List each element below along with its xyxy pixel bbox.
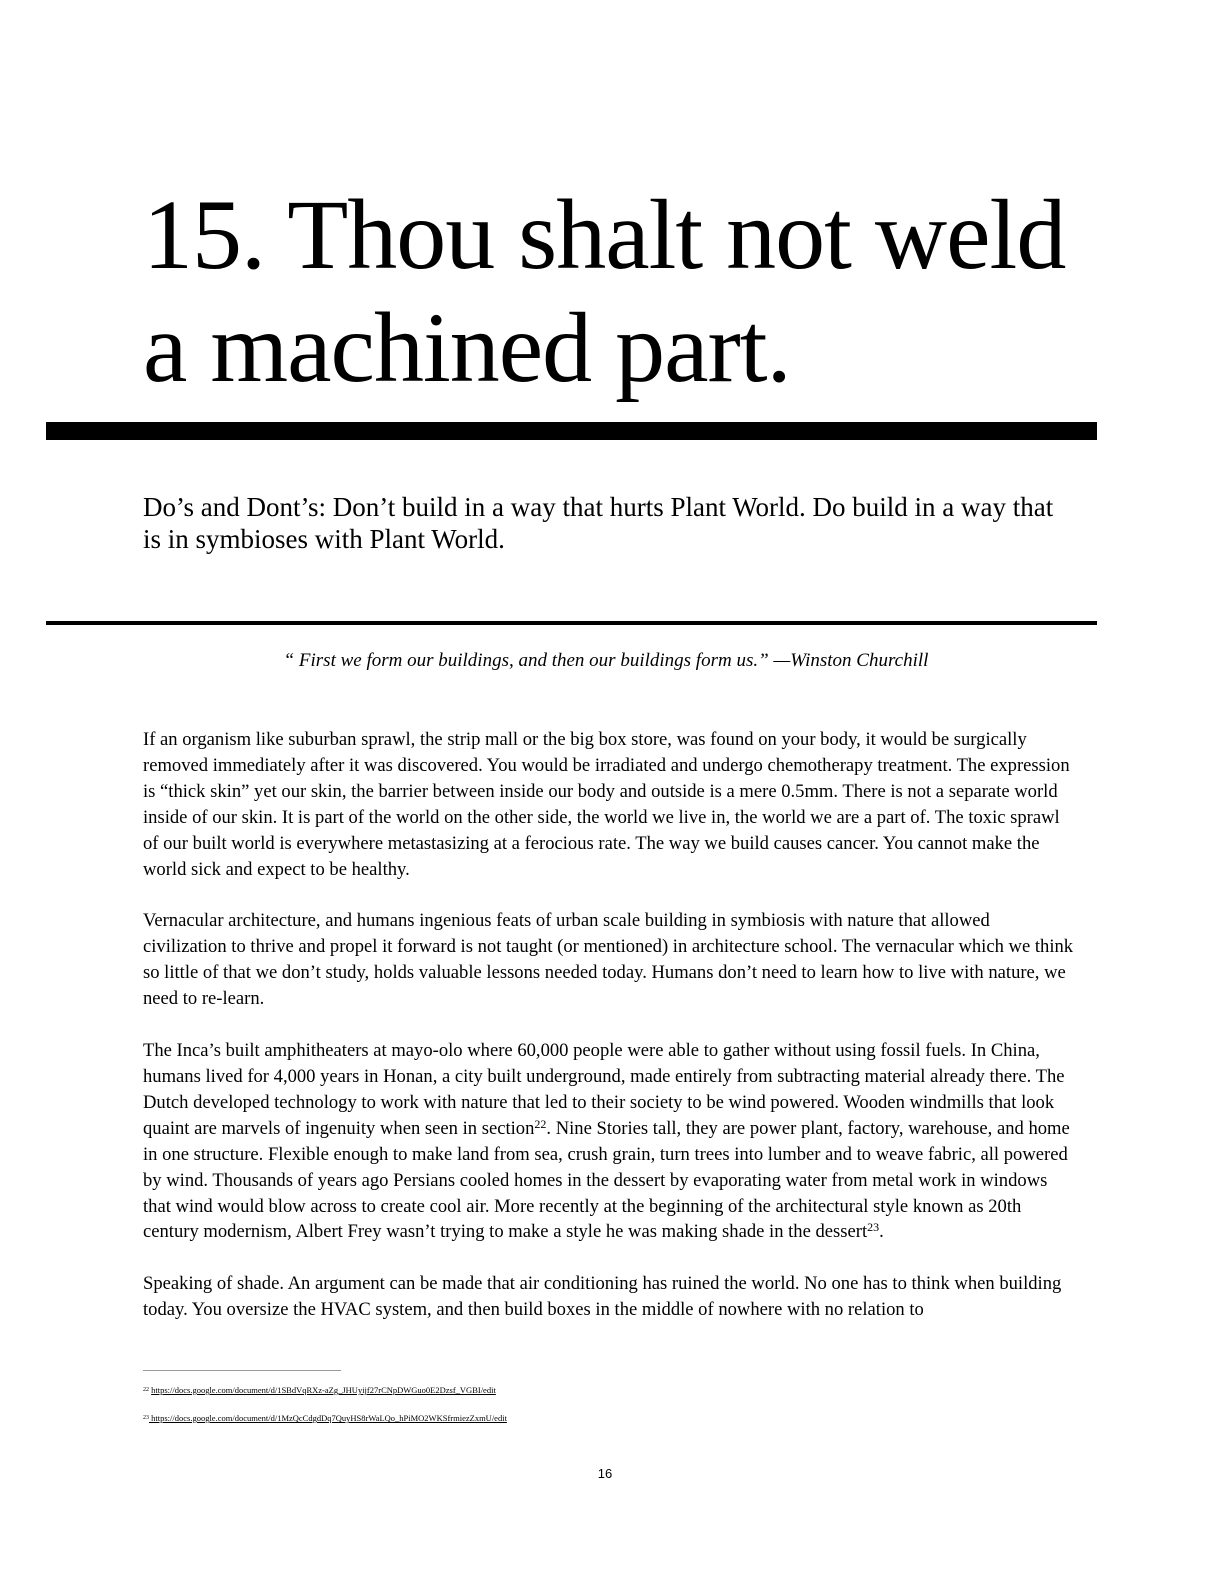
chapter-title-line-2: a machined part. <box>143 292 791 403</box>
paragraph-examples-part-2: . Nine Stories tall, they are power plant, factory, warehouse, and home in one structure. Flexible enough to make land from sea, crush grain, turn trees into lumber and to weave fabric, all powered by wind. Thousands of years ago Persians cooled homes in the dessert by evaporating water from metal work in windows that wind would blow across to create cool air. More recently at the beginning of the architectural style known as 20th century modernism, Albert Frey wasn’t trying to make a style he was making shade in the dessert <box>143 1117 1070 1243</box>
epigraph-quote: “ First we form our buildings, and then our buildings form us.” —Winston Churchill <box>283 650 929 671</box>
paragraph-examples-part-1: The Inca’s built amphitheaters at mayo-olo where 60,000 people were able to gather without using fossil fuels. In China, humans lived for 4,000 years in Honan, a city built underground, made entirely from subtracting material already there. The Dutch developed technology to work with nature that led to their society to be wind powered. Wooden windmills that look quaint are marvels of ingenuity when seen in section <box>143 1040 1065 1139</box>
footnote-22 <box>143 1385 496 1396</box>
paragraph-examples-part-3: . <box>879 1221 884 1243</box>
footnote-link[interactable]: https://docs.google.com/document/d/1MzQcCdgdDq7QuyHS8rWaLQo_hPiMO2WKSfrmiezZxmU/edit <box>149 1413 507 1423</box>
footnote-number: 23 <box>143 1415 149 1421</box>
paragraph-sprawl: If an organism like suburban sprawl, the strip mall or the big box store, was found on your body, it would be surgically removed immediately after it was discovered. You would be irradiated and undergo chemotherapy treatment. The expression is “thick skin” yet our skin, the barrier between inside our body and outside is a mere 0.5mm. There is not a separate world inside of our skin. It is part of the world on the other side, the world we live in, the world we are a part of. The toxic sprawl of our built world is everywhere metastasizing at a ferocious rate. The way we build causes cancer. You cannot make the world sick and expect to be healthy. <box>143 729 1070 880</box>
footnote-separator <box>143 1370 341 1371</box>
body-text <box>143 727 1078 1349</box>
paragraph-examples <box>143 1038 1078 1245</box>
paragraph-vernacular: Vernacular architecture, and humans ingenious feats of urban scale building in symbiosis with nature that allowed civilization to thrive and propel it forward is not taught (or mentioned) in architecture school. The vernacular which we think so little of that we don’t study, holds valuable lessons needed today. Humans don’t need to learn how to live with nature, we need to re-learn. <box>143 910 1074 1010</box>
footnote-ref-22[interactable]: 22 <box>534 1116 547 1131</box>
chapter-title-line-1: 15. Thou shalt not weld <box>143 179 1066 290</box>
footnote-ref-23[interactable]: 23 <box>867 1220 880 1235</box>
dos-and-donts-subtitle: Do’s and Dont’s: Don’t build in a way that hurts Plant World. Do build in a way that is in symbioses with Plant World. <box>143 492 1054 554</box>
paragraph-shade: Speaking of shade. An argument can be made that air conditioning has ruined the world. No one has to think when building today. You oversize the HVAC system, and then build boxes in the middle of nowhere with no relation to <box>143 1273 1062 1321</box>
footnote-link[interactable]: https://docs.google.com/document/d/1SBdVqRXz-aZg_JHUyijf27rCNpDWGuo0E2Dzsf_VGBI/edit <box>151 1385 496 1395</box>
footnote-number: 22 <box>143 1387 149 1393</box>
thin-divider <box>46 621 1097 625</box>
thick-divider <box>46 422 1097 440</box>
page-number: 16 <box>597 1466 613 1481</box>
footnote-23 <box>143 1413 507 1424</box>
chapter-title <box>143 178 1143 404</box>
